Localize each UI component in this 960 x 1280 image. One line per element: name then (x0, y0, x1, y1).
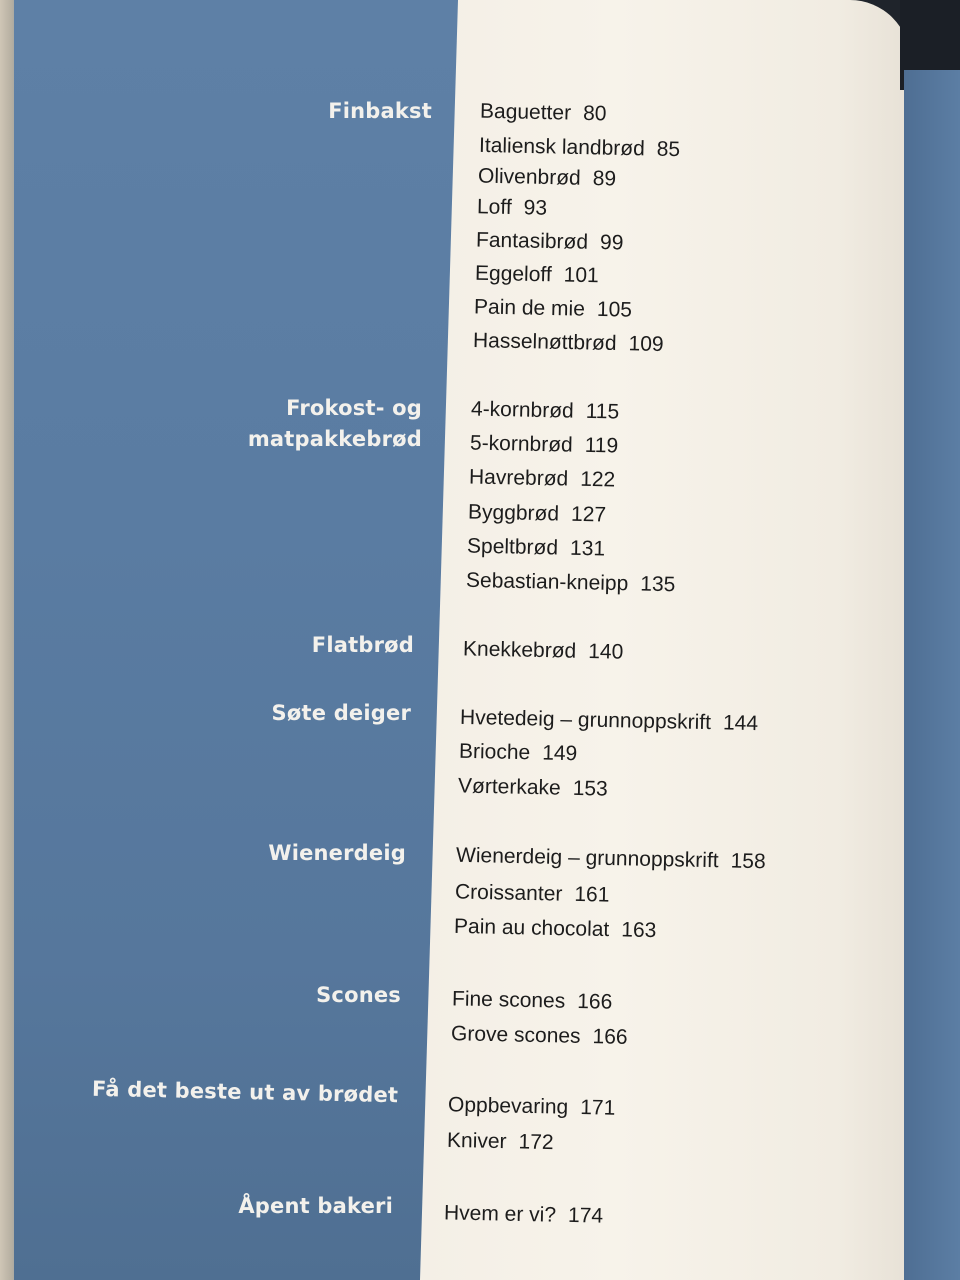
toc-entry (456, 844, 766, 874)
toc-entry (459, 740, 578, 766)
section-title-scones: Scones (316, 983, 401, 1007)
entry-name: Hvetedeig – grunnoppskrift (459, 705, 712, 735)
toc-entry (463, 637, 624, 664)
entry-page: 131 (569, 536, 606, 561)
entry-page: 109 (628, 332, 664, 356)
entry-page: 161 (574, 882, 610, 907)
toc-entry (479, 134, 681, 162)
entry-name: Baguetter (479, 99, 572, 125)
entry-name: Knekkebrød (462, 637, 577, 663)
entry-name: Fantasibrød (475, 228, 589, 254)
entry-page: 166 (592, 1025, 628, 1049)
section-title-finbakst: Finbakst (328, 99, 432, 123)
section-title-line: Frokost- og (286, 396, 422, 420)
toc-entry (448, 1093, 616, 1120)
section-title-fa-det-beste: Få det beste ut av brødet (91, 1076, 399, 1108)
entry-page: 119 (584, 433, 619, 458)
entry-name: Byggbrød (467, 500, 560, 526)
entry-page: 158 (730, 849, 766, 874)
entry-page: 127 (570, 502, 607, 527)
toc-entry (467, 535, 606, 562)
toc-entry (451, 1022, 628, 1050)
toc-entry (447, 1129, 554, 1155)
entry-page: 99 (599, 231, 624, 255)
toc-entry (468, 501, 607, 528)
toc-entry (476, 228, 624, 255)
toc-entry (452, 987, 613, 1014)
entry-page: 89 (592, 166, 617, 191)
toc-entry (470, 431, 619, 458)
entry-name: Italiensk landbrød (478, 133, 646, 161)
section-title-frokost (248, 393, 422, 455)
toc-entry (466, 569, 676, 597)
entry-page: 171 (580, 1096, 616, 1120)
entry-name: Eggeloff (474, 261, 552, 287)
entry-page: 149 (541, 741, 578, 766)
entry-name: 4-kornbrød (470, 397, 574, 423)
entry-name: Fine scones (451, 987, 566, 1013)
entry-name: Havrebrød (468, 465, 569, 491)
entry-page: 135 (640, 572, 676, 597)
entry-page: 140 (587, 639, 624, 664)
entry-name: Vørterkake (457, 774, 561, 800)
entry-name: Pain de mie (473, 295, 586, 321)
entry-page: 93 (523, 196, 548, 220)
entry-name: Brioche (458, 739, 531, 765)
section-title-flatbrod: Flatbrød (311, 633, 414, 657)
entry-name: Loff (476, 195, 512, 219)
entry-page: 105 (596, 297, 633, 322)
entry-name: Olivenbrød (477, 164, 581, 190)
entry-page: 163 (621, 918, 657, 943)
section-title-sote-deiger: Søte deiger (271, 701, 411, 725)
entry-name: Hasselnøttbrød (472, 329, 617, 356)
entry-name: Grove scones (450, 1022, 581, 1048)
entry-name: Hvem er vi? (443, 1201, 557, 1227)
toc-entry (455, 880, 610, 907)
entry-page: 101 (563, 263, 599, 288)
entry-name: Sebastian-kneipp (465, 568, 629, 596)
entry-name: Speltbrød (466, 534, 559, 560)
entry-name: 5-kornbrød (469, 431, 573, 457)
entry-name: Croissanter (454, 880, 563, 906)
toc-entry (458, 774, 608, 801)
entry-name: Oppbevaring (447, 1093, 569, 1119)
entry-page: 122 (579, 467, 616, 492)
toc-entry (474, 295, 632, 322)
entry-page: 166 (576, 989, 613, 1014)
entry-name: Kniver (446, 1128, 507, 1154)
entry-name: Pain au chocolat (453, 914, 610, 942)
toc-entry (475, 262, 599, 289)
section-title-line: matpakkebrød (247, 427, 422, 451)
toc-entry (480, 100, 607, 127)
entry-page: 153 (572, 776, 608, 801)
entry-page: 144 (722, 711, 759, 736)
entry-page: 174 (567, 1203, 604, 1228)
toc-entry (469, 465, 616, 492)
entry-page: 172 (518, 1130, 554, 1155)
toc-entry (471, 397, 620, 424)
toc-entry (478, 165, 617, 192)
toc-entry (454, 915, 657, 943)
toc-entry (444, 1201, 604, 1228)
entry-page: 85 (656, 137, 681, 162)
section-title-apent-bakeri: Åpent bakeri (238, 1194, 393, 1218)
toc-entry (460, 706, 758, 736)
entry-page: 80 (582, 101, 607, 126)
section-title-wienerdeig: Wienerdeig (268, 841, 406, 865)
entry-page: 115 (585, 399, 620, 424)
toc-entry (473, 329, 664, 357)
toc-entry (477, 195, 548, 220)
entry-name: Wienerdeig – grunnoppskrift (455, 843, 719, 873)
